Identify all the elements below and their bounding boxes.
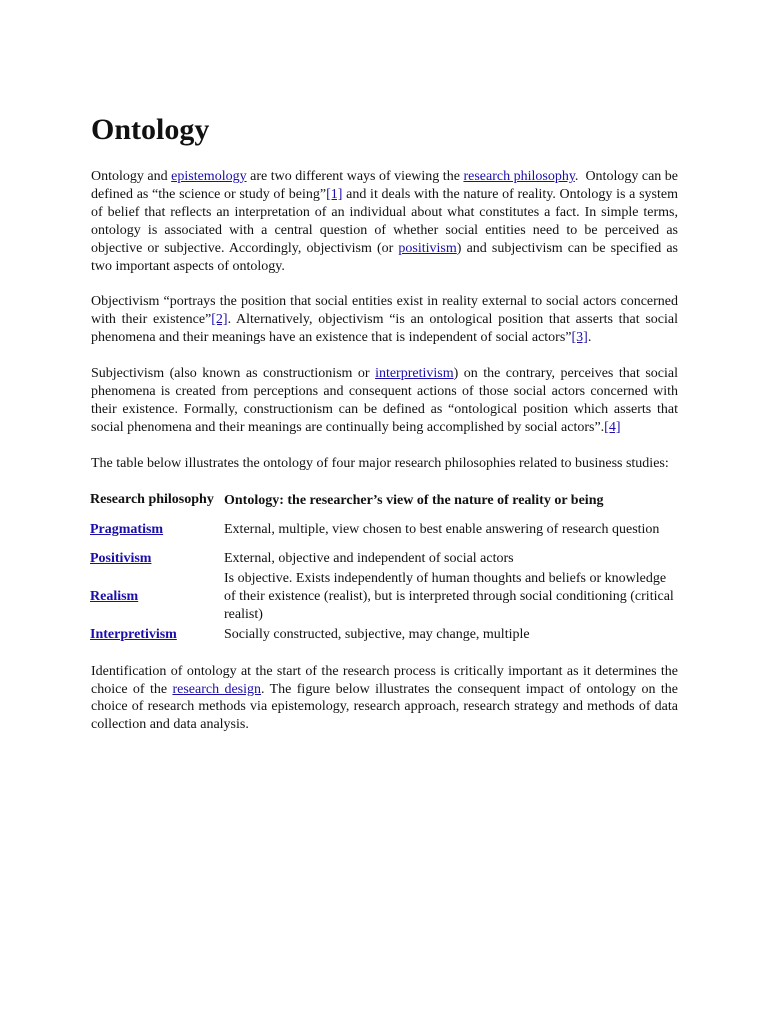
table-cell: External, multiple, view chosen to best enable answering of research question [224,521,660,537]
footnote-ref-3[interactable]: [3] [571,330,588,346]
footnote-ref-2[interactable]: [2] [211,312,228,328]
paragraph-research-design [91,663,678,735]
link-interpretivism-table[interactable]: Interpretivism [90,626,177,642]
text-run: Subjectivism (also known as constructionism or [91,366,376,382]
table-cell: Is objective. Exists independently of human thoughts and beliefs or knowledge of their existence (realist), but is interpreted through social conditioning (critical realist) [224,570,674,622]
text-run: Identification of ontology at the start of the research process is critically important as it determines the choice of the [91,663,678,697]
table-cell [90,549,224,569]
table-cell: External, objective and independent of social actors [224,550,514,566]
paragraph-definition [91,168,678,275]
text-run: . Alternatively, objectivism “is an ontological position that asserts that social phenomena and their meanings have an existence that is independent of social actors” [91,312,679,346]
paragraph-objectivism [91,293,678,347]
text-run: . Ontology can be defined as “the science or study of being” [91,169,679,202]
table-header-cell: Ontology: the researcher’s view of the nature of reality or being [224,492,604,508]
table-header-row [90,491,678,511]
text-run: . The figure below illustrates the consequent impact of ontology on the choice of research methods via epistemology, research approach, research strategy and methods of data collection and data analysis. [91,681,678,733]
link-interpretivism[interactable]: interpretivism [375,366,454,382]
link-pragmatism[interactable]: Pragmatism [90,521,164,537]
table-cell: Socially constructed, subjective, may change, multiple [224,626,530,642]
text-run: Objectivism “portrays the position that social entities exist in reality external to social actors concerned with their existence” [91,294,678,328]
table-cell [90,569,224,625]
paragraph-table-intro: The table below illustrates the ontology of four major research philosophies related to business studies: [91,455,669,471]
ontology-table [90,491,678,645]
text-run: ) on the contrary, perceives that social phenomena is created from perceptions and consequent actions of those social actors concerned with their existence. Formally, constructionism can be defined as “ontological position which asserts that social phenomena and their meanings are continually being accomplished by social actors”. [91,366,678,435]
text-run: . [587,330,592,346]
footnote-ref-4[interactable]: [4] [604,419,621,435]
table-cell [90,511,224,549]
table-cell [90,625,224,645]
link-positivism-table[interactable]: Positivism [90,550,152,566]
paragraph-subjectivism [91,365,678,437]
text-run: Ontology and [91,169,172,184]
link-research-design[interactable]: research design [172,681,261,697]
link-realism[interactable]: Realism [90,588,139,604]
link-positivism[interactable]: positivism [398,240,457,256]
table-row [90,511,678,549]
link-epistemology[interactable]: epistemology [171,169,247,184]
table-row [90,569,678,625]
table-row [90,549,678,569]
footnote-ref-1[interactable]: [1] [326,186,343,202]
text-run: are two different ways of viewing the [246,169,464,184]
table-row [90,625,678,645]
link-research-philosophy[interactable]: research philosophy [463,169,575,184]
table-header-cell: Research philosophy [90,491,214,507]
text-run: and it deals with the nature of reality. Ontology is a system of belief that reflects an interpretation of an individual about what constitutes a fact. In simple terms, ontology is associated with a central question of whether social entities need to be perceived as objective or subjective. Accordingly, objectivism (or [91,186,678,256]
text-run: ) and subjectivism can be specified as two important aspects of ontology. [91,240,678,274]
page-title: Ontology [91,113,210,146]
